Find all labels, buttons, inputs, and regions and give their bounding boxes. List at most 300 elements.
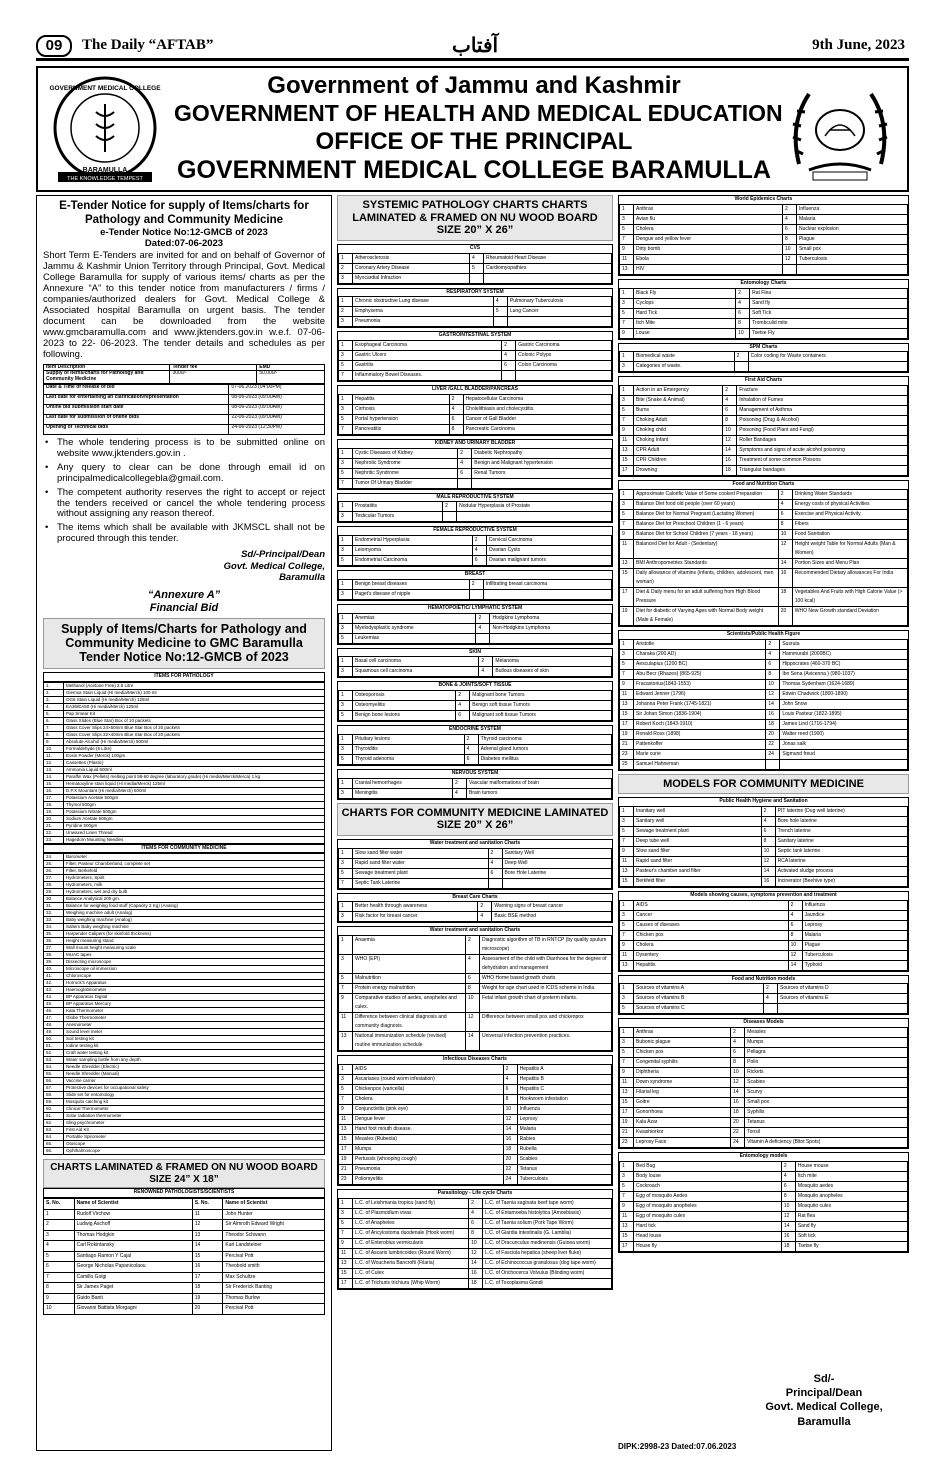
footer-signature <box>739 1372 909 1429</box>
table-row <box>339 878 612 888</box>
item-number: 37. <box>44 945 64 952</box>
table-cell: Sir Frederick Banting <box>223 1283 325 1294</box>
chart-group-title: Breast Care Charts <box>452 893 498 900</box>
table-cell: Meningitis <box>353 788 453 798</box>
table-cell: Diet for diabetic of Varying Ages with Normal Body weight (Male & Female) <box>634 606 779 625</box>
table-row <box>44 938 325 945</box>
table-cell: 1 <box>620 900 634 910</box>
table-cell: Filarial leg <box>634 1088 731 1098</box>
table-cell: 12 <box>723 436 737 446</box>
table-row <box>620 876 908 886</box>
table-cell: Benign breast diseases <box>353 579 470 589</box>
table-cell: Management of Asthma <box>737 406 908 416</box>
table-row <box>44 952 325 959</box>
item-number: 26. <box>44 868 64 875</box>
table-row <box>339 589 612 599</box>
table-row <box>44 1043 325 1050</box>
chart-group <box>618 279 909 340</box>
table-cell: 3 <box>339 351 353 361</box>
item-number: 20. <box>44 815 64 822</box>
table-cell: Anaemia <box>353 936 466 955</box>
table-cell: 3 <box>339 955 353 974</box>
table-cell: Cholera <box>634 940 789 950</box>
table-row <box>620 1191 908 1201</box>
table-cell: Sand fly <box>795 1221 907 1231</box>
table-row <box>44 1099 325 1106</box>
table-cell: 6 <box>472 556 486 566</box>
table-cell: 6 <box>778 509 792 519</box>
table-cell: Hard Tick <box>634 308 736 318</box>
table-cell: Anthrax <box>634 204 783 214</box>
table-cell: 5 <box>620 826 634 836</box>
table-cell: 16 <box>778 568 792 587</box>
table-cell: Anemias <box>353 613 476 623</box>
item-name: Glass Cover Slips 24×50mm Blue Star Box of 20 packets <box>64 724 325 731</box>
table-cell: Paget's disease of nipple <box>353 589 470 599</box>
chart-group <box>618 480 909 627</box>
table-cell: 8 <box>503 1094 517 1104</box>
item-name: Glass Cover Slips 22×40mm Blue Star Box of 20 packets <box>64 731 325 738</box>
table-cell: 3 <box>620 214 634 224</box>
table-cell: Thomas Sydenham (1624-1689) <box>780 679 908 689</box>
table-row <box>44 1141 325 1148</box>
table-cell: PIT laterine (Dug well laterine) <box>775 806 907 816</box>
table-cell: 24-06-2023 (12:30PM) <box>229 424 325 434</box>
table-cell: 3 <box>620 499 634 509</box>
table-cell: 4 <box>479 667 493 677</box>
table-cell: 5 <box>620 1181 634 1191</box>
table-cell: Better health through awareness <box>353 902 478 912</box>
table-row <box>339 361 612 371</box>
newspaper-name: The Daily “AFTAB” <box>82 37 214 53</box>
table-row <box>620 489 908 499</box>
table-row <box>620 1048 908 1058</box>
table-row <box>620 328 908 338</box>
table-cell: George Nicholas Papanicolaou <box>74 1262 192 1273</box>
table-cell: Osteoporosis <box>353 691 456 701</box>
table-cell: 1 <box>339 1064 353 1074</box>
schedule-table <box>43 384 325 435</box>
table-cell: Leiomyoma <box>353 546 473 556</box>
item-name: Haemoglobinometer <box>64 987 325 994</box>
table-cell: WHO New Growth standard Deviation <box>792 606 907 625</box>
table-cell: Rubella <box>517 1144 611 1154</box>
table-cell: 7 <box>339 1094 353 1104</box>
item-name: Potassium Nitrate 500gm <box>64 808 325 815</box>
table-row <box>620 659 908 669</box>
table-cell: 2 <box>766 639 780 649</box>
table-row <box>620 456 908 466</box>
table-cell <box>502 878 611 888</box>
table-row <box>620 539 908 558</box>
table-cell: Cranial hemorrhages <box>353 778 453 788</box>
table-cell: Testicular Tumors <box>353 512 443 522</box>
table-row <box>339 744 612 754</box>
table-cell: Prostatitis <box>353 502 443 512</box>
table-cell: 21 <box>339 1164 353 1174</box>
item-number: 38. <box>44 952 64 959</box>
table-row <box>620 606 908 625</box>
table-cell: 8 <box>761 836 775 846</box>
table-cell: 3 <box>620 816 634 826</box>
table-cell: Septic Tank Laterine <box>353 878 489 888</box>
table-row <box>620 960 908 970</box>
table-cell: 5 <box>339 361 353 371</box>
table-cell: L.C. of Giardia intestinalis (G. Lamblia) <box>483 1228 612 1238</box>
item-number: 53. <box>44 1057 64 1064</box>
table-cell: Leukemias <box>353 633 476 643</box>
table-row <box>339 1094 612 1104</box>
table-row <box>44 384 325 394</box>
table-row <box>44 1113 325 1120</box>
chart-group <box>618 195 909 276</box>
table-cell <box>748 362 907 372</box>
table-cell: Bullous diseases of skin <box>493 667 612 677</box>
table-cell: 2 <box>781 1161 795 1171</box>
item-name: Vaccine carrier <box>64 1078 325 1085</box>
table-cell: 22 <box>766 739 780 749</box>
table-cell: 8 <box>44 1283 75 1294</box>
chart-group-title: FEMALE REPRODUCTIVE SYSTEM <box>433 527 517 534</box>
table-cell: 10 <box>44 1304 75 1315</box>
table-cell: 5 <box>339 754 353 764</box>
table-cell: Small pox <box>745 1098 908 1108</box>
table-cell: Dengue and yellow fever <box>634 234 783 244</box>
table-row <box>620 699 908 709</box>
table-row <box>44 696 325 703</box>
table-cell <box>443 512 457 522</box>
table-cell: 8 <box>781 1191 795 1201</box>
table-cell: Slow sand filter water <box>353 848 489 858</box>
table-cell: 16 <box>503 1134 517 1144</box>
item-name: Baby weighing machine (Analog) <box>64 917 325 924</box>
table-cell <box>488 878 502 888</box>
table-cell: 1 <box>620 386 634 396</box>
table-row <box>44 1071 325 1078</box>
table-cell: 14 <box>766 699 780 709</box>
table-row <box>44 1022 325 1029</box>
table-row <box>44 731 325 738</box>
item-number: 46. <box>44 1008 64 1015</box>
table-cell: 4 <box>788 910 802 920</box>
table-row <box>339 556 612 566</box>
table-row <box>44 759 325 766</box>
table-row <box>44 1064 325 1071</box>
table-cell: Rickets <box>745 1068 908 1078</box>
chart-group-table <box>338 901 612 922</box>
table-cell: 24 <box>503 1174 517 1184</box>
table-cell: Sources of vitamins E <box>778 994 908 1004</box>
chart-group <box>618 1018 909 1149</box>
table-cell: 4 <box>469 1208 483 1218</box>
table-cell: Thyroid adenoma <box>353 754 465 764</box>
table-cell: Measles (Rubeola) <box>353 1134 504 1144</box>
table-cell: Diet & Daily menu for an adult suffering from High Blood Pressure <box>634 587 779 606</box>
chart-group <box>337 725 613 766</box>
chart-group-title: Water treatment and sanitation Charts <box>429 927 521 934</box>
table-cell: 12 <box>778 539 792 558</box>
table-row <box>620 308 908 318</box>
table-cell: 14 <box>465 1032 479 1051</box>
chart-group-table <box>619 1027 908 1148</box>
table-cell: John Snow <box>780 699 908 709</box>
table-row <box>339 1032 612 1051</box>
table-cell: Soft Tick <box>750 308 908 318</box>
table-cell: 17 <box>192 1272 223 1283</box>
table-cell: 8 <box>469 1228 483 1238</box>
table-cell: Camillo Golgi <box>74 1272 192 1283</box>
item-name: Hagedorn Mounting Needles <box>64 836 325 843</box>
table-cell: 20 <box>731 1118 745 1128</box>
table-cell: 15 <box>620 1231 634 1241</box>
table-cell: Percival Pott <box>223 1304 325 1315</box>
table-cell: Sources of vitamins C <box>634 1004 764 1014</box>
table-cell: 5 <box>339 711 353 721</box>
table-row <box>44 903 325 910</box>
table-row <box>620 1108 908 1118</box>
table-cell: Santiago Ramon Y Cajal <box>74 1251 192 1262</box>
table-row <box>620 416 908 426</box>
item-number: 65. <box>44 1141 64 1148</box>
table-cell: Gonorrhoea <box>634 1108 731 1118</box>
table-cell: Scurvy <box>745 1088 908 1098</box>
table-cell: Scabies <box>517 1154 611 1164</box>
chart-group-table <box>338 394 612 435</box>
table-cell <box>483 589 611 599</box>
table-cell: Daily allowance of vitamins (infants, children, adolescent, men woman) <box>634 568 779 587</box>
table-cell: 7 <box>620 234 634 244</box>
signatory-org: Govt. Medical College, <box>765 1401 883 1414</box>
item-name: Sodium Acetate 500gm <box>64 815 325 822</box>
table-row <box>44 945 325 952</box>
table-cell: 4 <box>464 744 478 754</box>
table-cell: 17 <box>620 719 634 729</box>
item-number: 1. <box>44 682 64 689</box>
table-cell: WHO (EPI) <box>353 955 466 974</box>
table-cell: Malignant soft tissue Tumors <box>470 711 612 721</box>
table-cell: Renal Tumors <box>472 468 612 478</box>
chart-group-title: Diseases Models <box>743 1019 784 1026</box>
table-row <box>339 1154 612 1164</box>
chart-group-title: BREAST <box>464 571 486 578</box>
item-name: Filter, Pasteur Chamberland, complete set <box>64 861 325 868</box>
table-cell: 2 <box>465 936 479 955</box>
table-row <box>339 1013 612 1032</box>
item-name: Eosin Powder (Merck) 100gm <box>64 752 325 759</box>
table-cell: 3 <box>339 858 353 868</box>
table-cell: 1 <box>339 936 353 955</box>
table-cell: Sewage treatment plant <box>353 868 489 878</box>
annexure-sub: Financial Bid <box>149 602 219 615</box>
table-cell: 1 <box>620 1028 634 1038</box>
table-cell: Anthrax <box>634 1028 731 1038</box>
table-cell: 14 <box>731 1088 745 1098</box>
fee-table <box>43 364 325 384</box>
table-row <box>339 778 612 788</box>
table-cell: Date & Time of release of bid <box>44 384 229 394</box>
table-cell: Emphysema <box>353 307 494 317</box>
table-row <box>620 1201 908 1211</box>
table-cell: 5 <box>339 556 353 566</box>
table-cell <box>484 273 612 283</box>
table-row <box>620 587 908 606</box>
table-cell: Treatment of some common Poisons <box>737 456 908 466</box>
table-cell: Hodgkins Lymphoma <box>490 613 612 623</box>
chart-group <box>337 926 613 1052</box>
table-cell: L.C. of Culex <box>353 1268 469 1278</box>
table-cell: Tsetse Fly <box>750 328 908 338</box>
table-row <box>339 848 612 858</box>
table-cell: Louse <box>634 328 736 338</box>
table-cell: Dirty bomb <box>634 244 783 254</box>
table-cell: 9 <box>620 940 634 950</box>
table-cell: AIDS <box>353 1064 504 1074</box>
table-cell: Mumps <box>745 1038 908 1048</box>
table-row <box>44 1120 325 1127</box>
table-cell: 2 <box>339 307 353 317</box>
table-row <box>44 1209 325 1220</box>
table-cell: Pancreatitis <box>353 424 450 434</box>
table-cell: Down syndrome <box>634 1078 731 1088</box>
table-cell: 1 <box>620 204 634 214</box>
item-name: Dissecting microscope <box>64 959 325 966</box>
items-community-title: ITEMS FOR COMMUNITY MEDICINE <box>43 844 325 854</box>
table-cell: Dysentery <box>634 950 789 960</box>
table-row <box>620 866 908 876</box>
table-cell: 6 <box>788 920 802 930</box>
item-name: Thymol 500gm <box>64 801 325 808</box>
table-row <box>44 973 325 980</box>
signatory-org: Govt. Medical College, <box>223 560 325 572</box>
table-cell: 3 <box>620 396 634 406</box>
table-row <box>44 414 325 424</box>
table-cell: 4 <box>761 816 775 826</box>
table-cell: Causes of diseases <box>634 920 789 930</box>
chart-group-title: Entomology Charts <box>740 279 787 286</box>
item-number: 49. <box>44 1029 64 1036</box>
table-cell: 2 <box>479 657 493 667</box>
table-cell: 3 <box>339 912 353 922</box>
table-cell: Cancer of Gall Bladder <box>463 414 611 424</box>
table-cell: 4 <box>736 298 750 308</box>
table-cell: Action in an Emergency <box>634 386 723 396</box>
table-cell <box>764 1004 778 1014</box>
table-cell: Food Sanitation <box>792 529 907 539</box>
chart-group-table <box>338 1198 612 1289</box>
table-cell: 3 <box>339 546 353 556</box>
item-number: 33. <box>44 917 64 924</box>
item-number: 55. <box>44 1071 64 1078</box>
table-cell: Measles <box>745 1028 908 1038</box>
table-cell: Risk factor for breast cancer <box>353 912 478 922</box>
table-cell: Rapid sand filter water <box>353 858 489 868</box>
notice-number: e-Tender Notice No:12-GMCB of 2023 <box>100 226 268 238</box>
svg-text:GOVERNMENT MEDICAL COLLEGE: GOVERNMENT MEDICAL COLLEGE <box>49 85 161 92</box>
table-cell: 5 <box>470 263 484 273</box>
table-header: S. No. <box>44 1199 75 1210</box>
bullet-item: • Any query to clear can be done through email id on principalmedicalcollegebla@gmail.com. <box>43 463 325 485</box>
table-row <box>620 846 908 856</box>
table-cell: 1 <box>339 253 353 263</box>
table-cell <box>458 478 472 488</box>
table-row <box>339 579 612 589</box>
table-cell: 12 <box>788 950 802 960</box>
table-cell: 25 <box>620 759 634 769</box>
item-name: Methanol (Acetone Free) 2.5 Litre <box>64 682 325 689</box>
table-cell: 7 <box>620 416 634 426</box>
table-row <box>620 1098 908 1108</box>
table-row <box>44 1283 325 1294</box>
chart-group-table <box>619 204 908 275</box>
table-cell: Mumps <box>353 1144 504 1154</box>
table-cell: 6 <box>761 826 775 836</box>
chart-group-table <box>338 935 612 1051</box>
table-row <box>620 930 908 940</box>
masthead <box>36 33 909 61</box>
notice-header <box>36 66 909 192</box>
table-cell: Malaria <box>517 1124 611 1134</box>
table-row <box>620 204 908 214</box>
table-row <box>44 1293 325 1304</box>
table-cell: Diagnostic algorithm of TB in RNTCP (by quality sputum microscope) <box>479 936 611 955</box>
table-cell: Hepatitis C <box>517 1084 611 1094</box>
item-name: Weighing machine adult (Analog) <box>64 910 325 917</box>
signatory-place: Baramulla <box>279 571 325 583</box>
table-cell: Chicken pox <box>634 1048 731 1058</box>
table-row <box>620 950 908 960</box>
table-cell: Berkfeld filter <box>634 876 762 886</box>
table-cell: L.C. of Ascaris lumbricoides (Round Worm) <box>353 1248 469 1258</box>
table-cell: Cancer <box>634 910 789 920</box>
notice-signature <box>43 549 325 583</box>
table-cell: 5 <box>620 1004 634 1014</box>
table-cell: 15 <box>620 456 634 466</box>
chart-group <box>337 244 613 285</box>
chart-group-title: Entomology models <box>739 1153 788 1160</box>
table-cell: 13 <box>620 866 634 876</box>
table-cell: Black Fly <box>634 288 736 298</box>
table-header: Name of Scientist <box>74 1199 192 1210</box>
chart-group-table <box>338 448 612 489</box>
table-cell: Hookworm infestation <box>517 1094 611 1104</box>
table-row <box>44 773 325 780</box>
item-number: 42. <box>44 980 64 987</box>
bullet-item: • The items which shall be available with JKMSCL shall not be procured through this tender. <box>43 523 325 545</box>
table-row <box>620 224 908 234</box>
table-cell: 3 <box>339 623 353 633</box>
table-row <box>620 264 908 274</box>
items-pathology-table <box>43 682 325 844</box>
table-cell: Leprosy <box>517 1114 611 1124</box>
table-cell: Plague <box>796 234 907 244</box>
item-number: 48. <box>44 1022 64 1029</box>
table-row <box>339 1074 612 1084</box>
page-number: 09 <box>36 35 72 57</box>
newspaper-logo: آفتاب <box>452 33 499 57</box>
table-row <box>339 858 612 868</box>
table-cell: 11 <box>620 254 634 264</box>
table-row <box>44 1134 325 1141</box>
table-row <box>339 468 612 478</box>
table-cell: 7 <box>339 424 353 434</box>
table-cell: 2 <box>469 1198 483 1208</box>
table-row <box>44 689 325 696</box>
table-cell: 4 <box>449 404 463 414</box>
table-row <box>44 889 325 896</box>
table-cell: Scabies <box>745 1078 908 1088</box>
table-cell: 1 <box>620 489 634 499</box>
table-cell: Goitre <box>634 1098 731 1108</box>
